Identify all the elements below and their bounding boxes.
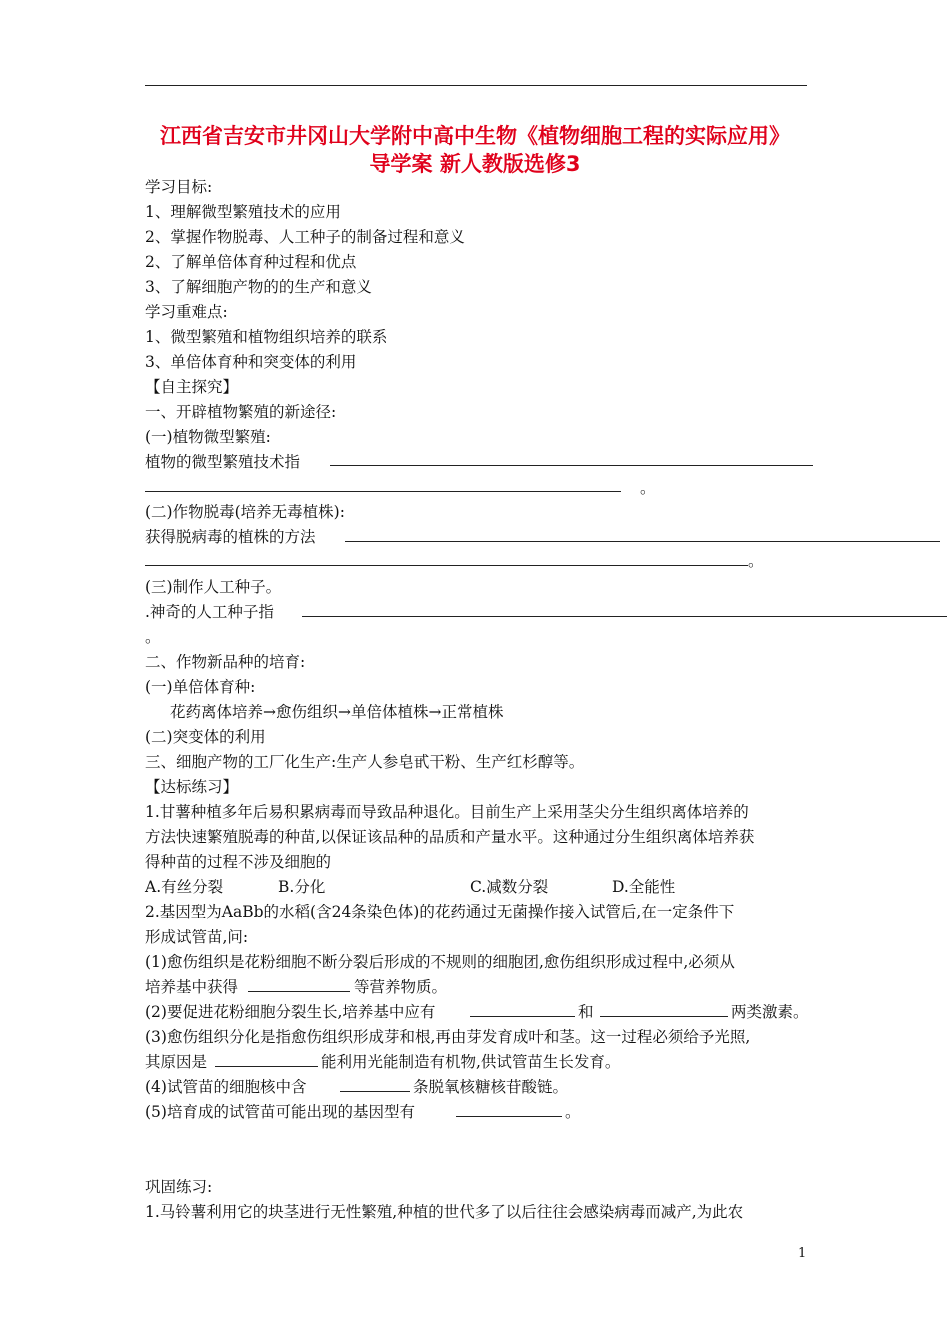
q2-4-prefix: (4)试管苗的细胞核中含 — [145, 1078, 307, 1096]
option-b[interactable]: B.分化 — [278, 878, 326, 896]
answer-blank[interactable] — [600, 1016, 728, 1017]
subsection-haploid-breeding: (一)单倍体育种: — [145, 678, 256, 696]
answer-blank[interactable] — [215, 1066, 318, 1067]
micropropagation-prompt: 植物的微型繁殖技术指 — [145, 453, 301, 471]
artificial-seed-prompt: .神奇的人工种子指 — [145, 603, 274, 621]
explore-heading: 【自主探究】 — [145, 378, 239, 396]
q2-2-mid: 和 — [578, 1003, 594, 1021]
q2-5-suffix: 。 — [565, 1103, 581, 1121]
section-3-heading: 三、细胞产物的工厂化生产:生产人参皂甙干粉、生产红杉醇等。 — [145, 753, 585, 771]
difficulty-item: 1、微型繁殖和植物组织培养的联系 — [145, 328, 388, 346]
q2-1-prefix: 培养基中获得 — [145, 978, 239, 996]
haploid-flow: 花药离体培养→愈伤组织→单倍体植株→正常植株 — [170, 703, 504, 721]
q2-3-line: (3)愈伤组织分化是指愈伤组织形成芽和根,再由芽发育成叶和茎。这一过程必须给予光照, — [145, 1028, 751, 1046]
option-a[interactable]: A.有丝分裂 — [145, 878, 224, 896]
objective-item: 3、了解细胞产物的的生产和意义 — [145, 278, 372, 296]
q2-5-prefix: (5)培育成的试管苗可能出现的基因型有 — [145, 1103, 415, 1121]
difficulty-item: 3、单倍体育种和突变体的利用 — [145, 353, 357, 371]
question-1-line: 方法快速繁殖脱毒的种苗,以保证该品种的品质和产量水平。这种通过分生组织离体培养获 — [145, 828, 755, 846]
consolidate-question-1: 1.马铃薯利用它的块茎进行无性繁殖,种植的世代多了以后往往会感染病毒而减产,为此农 — [145, 1203, 744, 1221]
question-2-line: 2.基因型为AaBb的水稻(含24条染色体)的花药通过无菌操作接入试管后,在一定条件下 — [145, 903, 735, 921]
subsection-mutant: (二)突变体的利用 — [145, 728, 266, 746]
objective-item: 2、掌握作物脱毒、人工种子的制备过程和意义 — [145, 228, 465, 246]
subsection-detoxification: (二)作物脱毒(培养无毒植株): — [145, 503, 345, 521]
document-title-line1: 江西省吉安市井冈山大学附中高中生物《植物细胞工程的实际应用》 — [160, 124, 790, 148]
q2-2-prefix: (2)要促进花粉细胞分裂生长,培养基中应有 — [145, 1003, 436, 1021]
difficulties-heading: 学习重难点: — [145, 303, 228, 321]
answer-blank[interactable] — [145, 565, 748, 566]
header-rule — [145, 85, 807, 86]
question-1-line: 得种苗的过程不涉及细胞的 — [145, 853, 332, 871]
question-1-line: 1.甘薯种植多年后易积累病毒而导致品种退化。目前生产上采用茎尖分生组织离体培养的 — [145, 803, 749, 821]
consolidate-heading: 巩固练习: — [145, 1178, 213, 1196]
answer-blank[interactable] — [302, 616, 947, 617]
page-number: 1 — [798, 1246, 807, 1261]
objective-item: 1、理解微型繁殖技术的应用 — [145, 203, 341, 221]
section-1-heading: 一、开辟植物繁殖的新途径: — [145, 403, 337, 421]
q2-4-suffix: 条脱氧核糖核苷酸链。 — [413, 1078, 569, 1096]
detoxification-prompt: 获得脱病毒的植株的方法 — [145, 528, 316, 546]
q2-2-suffix: 两类激素。 — [731, 1003, 809, 1021]
q2-3-suffix: 能利用光能制造有机物,供试管苗生长发育。 — [321, 1053, 621, 1071]
objectives-heading: 学习目标: — [145, 178, 213, 196]
period-mark: 。 — [640, 479, 656, 497]
answer-blank[interactable] — [456, 1116, 562, 1117]
answer-blank[interactable] — [145, 491, 621, 492]
option-c[interactable]: C.减数分裂 — [470, 878, 549, 896]
objective-item: 2、了解单倍体育种过程和优点 — [145, 253, 357, 271]
practice-heading: 【达标练习】 — [145, 778, 239, 796]
answer-blank[interactable] — [340, 1091, 410, 1092]
subsection-micropropagation: (一)植物微型繁殖: — [145, 428, 271, 446]
answer-blank[interactable] — [470, 1016, 575, 1017]
section-2-heading: 二、作物新品种的培育: — [145, 653, 306, 671]
q2-3-prefix: 其原因是 — [145, 1053, 208, 1071]
document-title-line2: 导学案 新人教版选修3 — [369, 152, 581, 176]
answer-blank[interactable] — [248, 991, 350, 992]
answer-blank[interactable] — [330, 465, 813, 466]
period-mark: 。 — [748, 552, 764, 570]
answer-blank[interactable] — [345, 541, 940, 542]
question-2-line: (1)愈伤组织是花粉细胞不断分裂后形成的不规则的细胞团,愈伤组织形成过程中,必须从 — [145, 953, 735, 971]
q2-1-suffix: 等营养物质。 — [354, 978, 448, 996]
option-d[interactable]: D.全能性 — [612, 878, 676, 896]
period-mark: 。 — [145, 628, 161, 646]
subsection-artificial-seed: (三)制作人工种子。 — [145, 578, 282, 596]
question-2-line: 形成试管苗,问: — [145, 928, 249, 946]
